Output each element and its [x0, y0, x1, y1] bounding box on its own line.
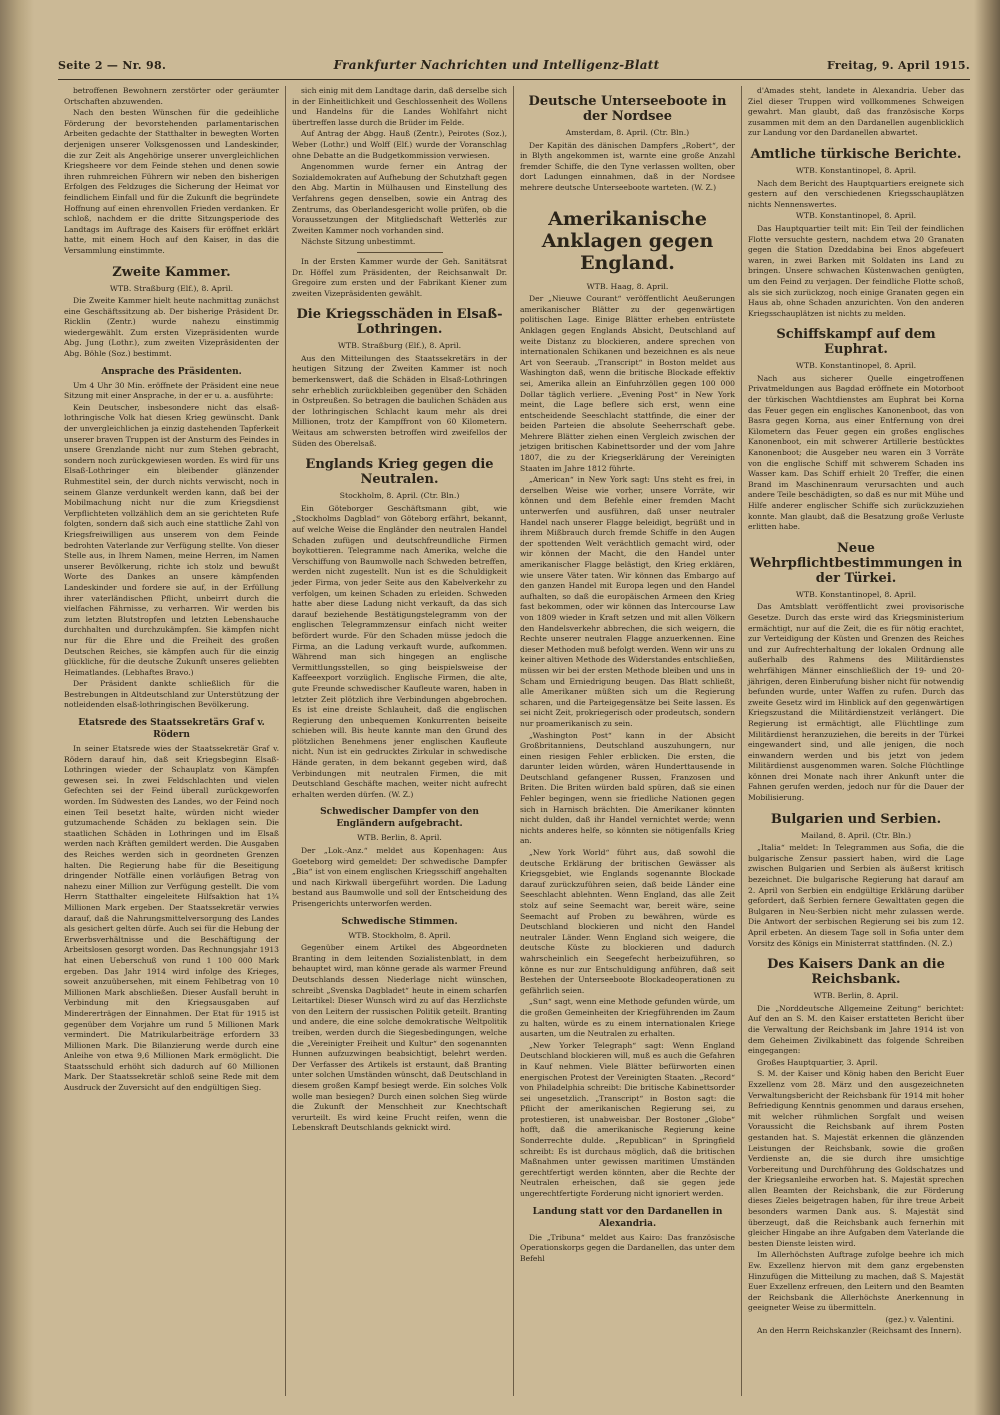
- column-2: [286, 86, 514, 1396]
- paragraph: „Sun“ sagt, wenn eine Methode gefunden würde, um die großen Gemeinheiten der Kriegführenden im Zaum zu halten, würde es zu einem internationalen Kriege ausarten, um die Neutralen zu erhalten.: [520, 997, 735, 1039]
- dateline: WTB. Stockholm, 8. April.: [348, 930, 451, 940]
- headline: Amtliche türkische Berichte.: [750, 146, 962, 162]
- subheadline: Ansprache des Präsidenten.: [101, 366, 242, 377]
- paragraph: An den Herrn Reichskanzler (Reichsamt des Innern).: [757, 1325, 962, 1335]
- paragraph: Aus den Mitteilungen des Staatssekretärs in der heutigen Sitzung der Zweiten Kammer ist noch bemerkenswert, daß die Schäden in Elsaß-Lothringen sehr erheblich zurückbleiben gegenüber den Schäden in Ostpreußen. So betragen die baulichen Schäden aus der lothringischen Schlacht kaum mehr als drei Millionen, trotz der Kampffront von 60 Kilometern. Weitaus am schwersten betroffen wird zweifellos der Süden des Oberelsaß.: [292, 353, 507, 448]
- column-4: [742, 86, 970, 1396]
- paragraph: Großes Hauptquartier, 3. April.: [757, 1057, 878, 1067]
- paragraph: Der „Lok.-Anz.“ meldet aus Kopenhagen: Aus Goeteborg wird gemeldet: Der schwedische Dampfer „Bia“ ist von einem englischen Kriegsschiff angehalten und nach Kirkwall übergeführt worden. Die Ladung bestand aus Baumwolle und soll der Entscheidung des Prisengerichts unterworfen werden.: [292, 846, 507, 908]
- column-3: [514, 86, 742, 1396]
- newspaper-title: Frankfurter Nachrichten und Intelligenz-Blatt: [333, 58, 660, 72]
- paragraph: Der Kapitän des dänischen Dampfers „Robert“, der in Blyth angekommen ist, warnte eine große Anzahl fremder Schiffe, die den Tyne verlassen wollten, ober dort Ladungen einnahmen, daß in der Nordsee mehrere deutsche Unterseeboote warteten. (W. Z.): [520, 140, 735, 192]
- paragraph: Auf Antrag der Abgg. Hauß (Zentr.), Peirotes (Soz.), Weber (Lothr.) und Wolff (Elf.) wurde der Voranschlag ohne Debatte an die Budgetkommission verwiesen.: [292, 129, 507, 160]
- dateline: WTB. Konstantinopel, 8. April.: [795, 211, 917, 221]
- dateline: WTB. Haag, 8. April.: [586, 281, 669, 291]
- page-number: Seite 2 — Nr. 98.: [58, 59, 167, 72]
- headline: Die Kriegsschäden in Elsaß-Lothringen.: [296, 307, 503, 338]
- paragraph: Nach dem Bericht des Hauptquartiers ereignete sich gestern auf den verschiedenen Kriegsschauplätzen nichts Nennenswertes.: [748, 178, 964, 209]
- paragraph: „American“ in New York sagt: Uns steht es frei, in derselben Weise wie vorher, unsere Vorräte, wir können und dem Befehle einer fremden Macht unterwerfen und ausführen, daß unser neutraler Handel nach unserer Flagge beleidigt, begrüßt und in ihrem Mißbrauch durch fremde Schiffe in den Augen der spottenden Welt verächtlich gemacht wird, oder wir können der Macht, die den Handel unter amerikanischer Flagge belästigt, den Krieg erklären, wie unsere Väter taten. Wir können das Embargo auf den ganzen Handel mit Europa legen und den Handel aufhalten, so daß die europäischen Armeen den Krieg fast bekommen, oder wir können das Intercourse Law von 1809 wieder in Kraft setzen und mit allen Völkern den Handelsverkehr abbrechen, die sich weigern, die Rechte unserer neutralen Flagge anzuerkennen. Eine dieser Methoden muß befolgt werden. Wenn wir uns zu keiner altiven Methode des Widerstandes entschließen, müssen wir bei der ersten Methode bleiben und uns in Scham und Erniedrigung beugen. Das Blatt schließt, alle Amerikaner müßten sich um die Regierung scharen, und die Parteigegensätze bei Seite lassen. Es sei nicht Zeit, prokriegerisch oder prodeutsch, sondern nur proamerikanisch zu sein.: [520, 475, 735, 728]
- paragraph: Kein Deutscher, insbesondere nicht das elsaß-lothringische Volk hat diesen Krieg gewünscht. Dank der unvergleichlichen ja einzig dastehenden Tapferkeit unserer braven Truppen ist der Ansturm des Feindes in unsere Grenzlande nicht nur zum Stehen gebracht, sondern noch zurückgewiesen worden. Es wird für uns Elsaß-Lothringer ein bleibender glänzender Ruhmestitel sein, der durch nichts verwischt, noch in seinem Glanze verdunkelt werden kann, daß bei der Mobilmachung nicht nur die zum Kriegsdienst Verpflichteten vollzählich dem an sie gerichteten Rufe folgten, sondern daß sich auch eine stattliche Zahl von Kriegsfreiwilligen aus unserem von dem Feinde bedrohten Vaterlande zur Verfügung stellte. Von dieser Stelle aus, in Ihrem Namen, meine Herren, im Namen unserer Bevölkerung, richte ich stolz und bewußt Worte des Dankes an unsere kämpfenden Landeskinder und fordere sie auf, in der Erfüllung ihrer vaterländischen Pflicht, unbeirrt durch die vielfachen Fährnisse, zu verharren. Wir werden bis zum letzten Blutstropfen und letzten Lebenshauche durchhalten und durchzukämpfen. Sie kämpfen nicht nur für die Ehre und die Freiheit des großen Deutschen Reiches, sie kämpfen auch für die einzig glückliche, für die deutsche Zukunft unseres geliebten Heimatlandes. (Lebhaftes Bravo.): [64, 402, 279, 677]
- headline: Bulgarien und Serbien.: [770, 811, 942, 827]
- dateline: WTB. Konstantinopel, 8. April.: [795, 165, 917, 175]
- paragraph: Die „Tribuna“ meldet aus Kairo: Das französische Operationskorps gegen die Dardanellen, das unter dem Befehl: [520, 1232, 735, 1263]
- subheadline: Etatsrede des Staatssekretärs Graf v. Rödern: [78, 718, 265, 741]
- divider: [357, 252, 443, 253]
- paragraph: Nächste Sitzung unbestimmt.: [301, 237, 416, 247]
- paragraph: Der „Nieuwe Courant“ veröffentlicht Aeußerungen amerikanischer Blätter zu der gegenwärtigen politischen Lage. Einige Blätter erheben entrüstete Anklagen gegen Englands Absicht, Deutschland auf weite Distanz zu blockieren, andere sprechen von internationalen Schikanen und bezeichnen es als neue Art von Seeraub. „Transcript“ in Boston meldet aus Washington daß, wenn die britische Blockade effektiv sei, Amerika allein an Einfuhrzöllen gegen 100 000 Dollar täglich verliere. „Evening Post“ in New York meint, die Lage beflere sich erst, wenn eine entscheidende Seeschlacht stattfinde, die einer der beiden Parteien die absolute Seeherrschaft gebe. Mehrere Blätter ziehen einen Vergleich zwischen der jetzigen britischen Kabinettsorder und der vom Jahre 1807, die zu der Kriegserklärung der Vereinigten Staaten im Jahre 1812 führte.: [520, 294, 735, 473]
- paragraph: Angenommen wurde ferner ein Antrag der Sozialdemokraten auf Aufhebung der Schutzhaft gegen den Abg. Martin in Mülhausen und Einstellung des Verfahrens gegen denselben, sowie ein Antrag des Zentrums, das Oberlandesgericht wolle prüfen, ob die Voraussetzungen der Mitgliedschaft Wetterlés zur Zweiten Kammer noch vorhanden sind.: [292, 162, 507, 235]
- masthead: [58, 58, 970, 80]
- paragraph: Die „Norddeutsche Allgemeine Zeitung“ berichtet: Auf den an S. M. den Kaiser erstatteten Bericht über die Verwaltung der Reichsbank im Jahre 1914 ist von dem Geheimen Zivilkabinett das folgende Schreiben eingegangen:: [748, 1003, 964, 1056]
- issue-date: Freitag, 9. April 1915.: [826, 59, 970, 72]
- paragraph: Nach den besten Wünschen für die gedeihliche Förderung der bevorstehenden parlamentarischen Arbeiten gedachte der Statthalter in bewegten Worten derjenigen unserer Volksgenossen und Landeskinder, die zur Zeit als Angehörige unserer unvergleichlichen Kriegsheere vor dem Feinde stehen und denen sowie ihren ruhmreichen Führern wir neben den bisherigen Erfolgen des Feldzuges die Sicherung der Heimat vor feindlichem Einfall und für die Zukunft die begründete Hoffnung auf einen ehrenvollen Frieden verdanken. Er schloß, nachdem er die dritte Sitzungsperiode des Landtags im Auftrage des Kaisers für eröffnet erklärt hatte, mit einem Hoch auf den Kaiser, in das die Versammlung einstimmte.: [64, 108, 279, 255]
- page-binding-edge: [0, 0, 34, 1415]
- subheadline: Schwedische Stimmen.: [341, 916, 458, 927]
- paragraph: betroffenen Bewohnern zerstörter oder geräumter Ortschaften abzuwenden.: [64, 86, 279, 106]
- newspaper-page: [58, 58, 970, 1403]
- paragraph: sich einig mit dem Landtage darin, daß derselbe sich in der Einheitlichkeit und Geschlossenheit des Wollens und Handelns für die Landes Wohlfahrt nicht übertreffen lasse durch die Brüder im Felde.: [292, 86, 507, 127]
- headline: Neue Wehrpflichtbestimmungen in der Türkei.: [749, 540, 963, 586]
- paragraph: Der Präsident dankte schließlich für die Bestrebungen in Altdeutschland zur Unterstützung der notleidenden elsaß-lothringischen Bevölkerung.: [64, 679, 279, 710]
- headline: Des Kaisers Dank an die Reichsbank.: [767, 957, 945, 988]
- paragraph: Das Amtsblatt veröffentlicht zwei provisorische Gesetze. Durch das erste wird das Kriegsministerium ermächtigt, nur auf die Zeit, die es für nötig erachtet, zur Verteidigung der Küsten und Grenzen des Reiches und zur Aufrechterhaltung der lokalen Ordnung alle außerhalb des Rahmens des Militärdienstes wehrfähigen Männer einschließlich der 19- und 20-jährigen, deren Einberufung bisher nicht für notwendig befunden wurde, unter Waffen zu rufen. Durch das zweite Gesetz wird im Hinblick auf den gegenwärtigen Kriegszustand die Militärdienstzeit verlängert. Die Regierung ist ermächtigt, alle Flüchtlinge zum Militärdienst heranzuziehen, die bereits in der Türkei eingewandert sind, und alle jenigen, die noch einwandern werden und bis jetzt von jedem Militärdienst ausgenommen waren. Solche Flüchtlinge können drei Monate nach ihrer Ankunft unter die Fahnen gerufen werden, jedoch nur für die Dauer der Mobilisierung.: [748, 602, 964, 803]
- dateline: WTB. Berlin, 8. April.: [813, 991, 899, 1001]
- paragraph: „Washington Post“ kann in der Absicht Großbritanniens, Deutschland auszuhungern, nur einen riesigen Fehler erblicken. Die ersten, die darunter leiden würden, wären Hunderttausende in Deutschland gefangener Russen, Franzosen und Briten. Die Briten würden bald spüren, daß sie einen Fehler begingen, wenn sie friedliche Nationen gegen sich in Harnisch brächten. Die Amerikaner könnten nicht dulden, daß ihr Handel vernichtet werde; wenn nichts anderes helfe, so könnten sie nötigenfalls Krieg an.: [520, 730, 735, 846]
- page-right-edge: [974, 0, 1000, 1415]
- dateline: Amsterdam, 8. April. (Ctr. Bln.): [565, 128, 690, 137]
- paragraph: Gegenüber einem Artikel des Abgeordneten Branting in dem leitenden Sozialistenblatt, in dem behauptet wird, man könne gerade als warmer Freund Deutschlands dessen Niederlage nicht wünschen, schreibt „Svenska Dagbladet“ heute in einem scharfen Leitartikel: Dieser Wunsch wird zu auf das Herzlichste von den Leitern der russischen Politik geteilt. Branting und andere, die eine solche demokratische Weltpolitik treiben, werden durch die Siegesbedingungen, welche die „Vereinigter Freiheit und Kultur“ den sogenannten Hunnen aufzuzwingen beabsichtigt, belehrt werden. Der Verfasser des Artikels ist erstaunt, daß Branting unter solchen Umständen wünscht, daß Deutschland in diesem großen Kampf besiegt werde. Ein solches Volk wolle man besiegen? Durch einen solchen Sieg würde die Zukunft der Menschheit zur Knechtschaft verurteilt. Es wird keine Frucht reifen, wenn die Lebenskraft Deutschlands geknickt wird.: [292, 943, 507, 1133]
- paragraph: „New York World“ führt aus, daß sowohl die deutsche Erklärung der britischen Gewässer als Kriegsgebiet, wie Englands sogenannte Blockade darauf zurückzuführen seien, daß beide Länder eine Seeschlacht ablehnten. Wenn England, das alle Zeit stolz auf seine Seemacht war, bereit wäre, seine Seemacht auf Proben zu bewähren, würde es Deutschland blockieren und nicht den Handel neutraler Länder. Wenn England sich weigere, die deutsche Küste zu blockieren und dadurch wahrscheinlich ein Seegefecht herbeizuführen, so könne es nur zur Entschuldigung anführen, daß seit Bestehen der Unterseeboote Blockadeoperationen zu gefährlich seien.: [520, 848, 735, 995]
- subheadline: Landung statt vor den Dardanellen in Alexandria.: [532, 1206, 723, 1229]
- paragraph: Das Hauptquartier teilt mit: Ein Teil der feindlichen Flotte versuchte gestern, nachdem etwa 20 Granaten gegen die Station Dzeddabina bei Enos abgefeuert waren, in zwei Barken mit Soldaten ins Land zu bringen. Unsere schwachen Küstenwachen genügten, um den Feind zu verjagen. Der feindliche Flotte schoß, als sie sich zurückzog, noch einige Granaten gegen ein Haus ab, ohne Schaden anzurichten. Von den anderen Kriegsschauplätzen ist nichts zu melden.: [748, 223, 964, 318]
- paragraph: Ein Göteborger Geschäftsmann gibt, wie „Stockholms Dagblad“ von Göteborg erfährt, bekannt, auf welche Weise die Engländer den neutralen Handel Schaden zufügen und deutschfreundliche Firmen boykottieren. Telegramme nach Amerika, welche die Verschiffung von Baumwolle nach Schweden betreffen, werden nicht zugestellt. Nun ist es die Schuldigkeit jeder Firma, von jeder Seite aus den Kabelverkehr zu verfolgen, um keinen Schaden zu erleiden. Schweden hatte aber diese Ladung nicht verkauft, da das sich darauf beziehende Bestätigungstelegramm von der englischen Telegrammzensur einfach nicht weiter befördert wurde. Für den Schaden müsse jedoch die Firma, an die Ladung verkauft wurde, aufkommen. Während man sich hingegen an englische Vermittlungsstellen, so ging beispielsweise der Kaffeeexport vorzüglich. Englische Firmen, die alte, gute Freunde schwedischer Kaufleute waren, haben in letzter Zeit plötzlich ihre Verbindungen abgebrochen. Es ist eine dreiste Schlauheit, daß die englischen Regierung den unbequemen Konkurrenten beiseite schieben will. Bis heute kannte man den Grund des plötzlichen Benehmens jener englischen Kaufleute nicht. Nun ist ein gedrucktes Zirkular in schwedische Hände geraten, in dem bekannt gegeben wird, daß Verbindungen mit neutralen Firmen, die mit Deutschland Geschäfte machen, weiter nicht aufrecht erhalten werden dürfen. (W. Z.): [292, 503, 507, 799]
- dateline: WTB. Straßburg (Elf.), 8. April.: [109, 283, 234, 293]
- dateline: WTB. Berlin, 8. April.: [357, 833, 442, 843]
- paragraph: Im Allerhöchsten Auftrage zufolge beehre ich mich Ew. Exzellenz hiervon mit dem ganz ergebensten Hinzufügen die Mitteilung zu machen, daß S. Majestät Euer Exzellenz erfreuen, den Leitern und den Beamten der Reichsbank die Allerhöchste Anerkennung in geeigneter Weise zu übermitteln.: [748, 1250, 964, 1313]
- subheadline: Schwedischer Dampfer von den Engländern aufgebracht.: [320, 807, 479, 830]
- paragraph: Nach aus sicherer Quelle eingetroffenen Privatmeldungen aus Bagdad eröffnete ein Motorboot der türkischen Wachtdienstes am Euphrat bei Korna das Feuer gegen ein englisches Kanonenboot, das von Basra gegen Korna, aus einer Entfernung von drei Kilometern das Feuer gegen ein großes englisches Kanonenboot, ein mit schwerer Artillerie bestücktes Kanonenboot; die Ausgeber neu waren ein 3 Vorräte von die englische Schiff mit schwerem Schaden ins Wasser kam. Das Schiff erhielt 20 Treffer, die einen Brand im Maschinenraum verursachten und auch andere Teile beschädigten, so daß es nur mit Mühe und Hilfe anderer englischer Schiffe sich zurückzuziehen konnte. Man glaubt, daß die Besatzung große Verluste erlitten habe.: [748, 373, 964, 532]
- paragraph: Die Zweite Kammer hielt heute nachmittag zunächst eine Geschäftssitzung ab. Der bisherige Präsident Dr. Ricklin (Zentr.) wurde nahezu einstimmig wiedergewählt. Zum ersten Vizepräsidenten wurde Abg. Jung (Lothr.), zum zweiten Vizepräsidenten der Abg. Böhle (Soz.) bestimmt.: [64, 296, 279, 359]
- paragraph: d'Amades steht, landete in Alexandria. Ueber das Ziel dieser Truppen wird vollkommenes Schweigen gewahrt. Man glaubt, daß das französische Korps zusammen mit dem an den Dardanellen augenblicklich zur Landung vor den Dardanellen abwartet.: [748, 86, 964, 138]
- paragraph: S. M. der Kaiser und König haben den Bericht Euer Exzellenz vom 28. März und den ausgezeichneten Verwaltungsbericht der Reichsbank für 1914 mit hoher Befriedigung Kenntnis genommen und daraus ersehen, mit welcher rühmlichen Sorgfalt und weisen Voraussicht die Reichsbank auf ihrem Posten gestanden hat. S. Majestät erkennen die glänzenden Leistungen der Reichsbank, sowie die großen Verdienste an, die sie durch ihre umsichtige Vorbereitung und Durchführung des Goldschatzes und der Kriegsanleihe erworben hat. S. Majestät sprechen allen Beamten der Reichsbank, die zur Förderung dieses Zieles beigetragen haben, für ihre treue Arbeit besonders warmen Dank aus. S. Majestät sind überzeugt, daß die Reichsbank auch fernerhin mit gleicher Hingabe an ihre Aufgaben dem Vaterlande die besten Dienste leisten wird.: [748, 1069, 964, 1248]
- paragraph: „Italia“ meldet: In Telegrammen aus Sofia, die die bulgarische Zensur passiert haben, wird die Lage zwischen Bulgarien und Serbien als äußerst kritisch bezeichnet. Die bulgarische Regierung hat darauf am 2. April von Serbien ein endgültige Erklärung darüber gefordert, daß Serbien fernere Gewalttaten gegen die Bulgaren in Neu-Serbien nicht mehr zulassen werde. Die Antwort der serbischen Regierung sei bis zum 12. April erbeten. An diesem Tage soll in Sofia unter dem Vorsitz des Königs ein Ministerrat stattfinden. (N. Z.): [748, 843, 964, 948]
- signature: (gez.) v. Valentini.: [885, 1315, 954, 1324]
- headline: Zweite Kammer.: [112, 264, 231, 280]
- article-columns: [58, 86, 970, 1396]
- lead-headline: Amerikanische Anklagen gegen England.: [541, 207, 714, 274]
- paragraph: In seiner Etatsrede wies der Staatssekretär Graf v. Rödern darauf hin, daß seit Kriegsbeginn Elsaß-Lothringen wieder der Schauplatz von Kämpfen gewesen sei. In zwei Feldschlachten und vielen Gefechten sei der Feind überall zurückgeworfen worden. Im Südwesten des Landes, wo der Feind noch einen Teil besetzt halte, würden nicht wieder gutzumachende Schäden zu beklagen sein. Die staatlichen Schäden in Lothringen und im Elsaß werden nach Kräften gemildert werden. Die Ausgaben des Reiches werden sich in geordneten Grenzen halten. Die Regierung habe für die Beseitigung dringender Notfälle einen vorläufigen Betrag von nahezu einer Million zur Verfügung gestellt. Die vom Herrn Statthalter eingeleitete Hilfsaktion hat 1¾ Millionen Mark ergeben. Der Staatssekretär verwies darauf, daß die Nahrungsmittelversorgung des Landes als gesichert gelten dürfe. Auch sei für die Hebung der Erwerbsverhältnisse und die Beschäftigung der Arbeitslosen gesorgt worden. Das Rechnungsjahr 1913 hat einen Ueberschuß von rund 1 100 000 Mark ergeben. Das Jahr 1914 wird infolge des Krieges, soweit anzuübersehen, mit einem Fehlbetrag von 10 Millionen Mark abschließen. Dieser Ausfall beruht in Verbindung mit den Kriegsausgaben auf Mindererträgen der Einnahmen. Der Etat für 1915 ist gegenüber dem Vorjahre um rund 5 Millionen Mark vermindert. Die Matrikularbeiträge erfordern 33 Millionen Mark. Die Bilanzierung werde durch eine Anleihe von etwa 9,6 Millionen Mark ermöglicht. Die Staatsschuld erhöht sich dadurch auf 60 Millionen Mark. Der Staatssekretär schloß seine Rede mit dem Ausdruck der Zuversicht auf den endgültigen Sieg.: [64, 744, 279, 1093]
- dateline: Stockholm, 8. April. (Ctr. Bln.): [339, 491, 460, 501]
- headline: Englands Krieg gegen die Neutralen.: [305, 457, 494, 488]
- paragraph: In der Ersten Kammer wurde der Geh. Sanitätsrat Dr. Höffel zum Präsidenten, der Reichsanwalt Dr. Gregoire zum ersten und der Fabrikant Kiener zum zweiten Vizepräsidenten gewählt.: [292, 256, 507, 298]
- dateline: WTB. Straßburg (Elf.), 8. April.: [337, 341, 462, 351]
- paragraph: Um 4 Uhr 30 Min. eröffnete der Präsident eine neue Sitzung mit einer Ansprache, in der er u. a. ausführte:: [64, 380, 279, 401]
- dateline: Mailand, 8. April. (Ctr. Bln.): [800, 830, 912, 840]
- dateline: WTB. Konstantinopel, 8. April.: [795, 361, 917, 371]
- paragraph: „New Yorker Telegraph“ sagt: Wenn England Deutschland blockieren will, muß es auch die Gefahren in Kauf nehmen. Viele Blätter befürworten einen energischen Protest der Vereinigten Staaten. „Record“ von Philadelphia schreibt: Die britische Kabinettsorder sei ungesetzlich. „Transcript“ in Boston sagt: die Pflicht der amerikanischen Regierung sei, zu protestieren, ist unabweisbar. Der Bostoner „Globe“ hofft, daß die amerikanische Regierung keine Sonderrechte dulde. „Republican“ in Springfield schreibt: Es ist durchaus möglich, daß die britischen Maßnahmen unter gewissen maritimen Umständen gerechtfertigt werden könnten, aber die Rechte der Neutralen erheischen, daß sie gegen jede ungerechtfertigte Forderung nicht ignoriert werden.: [520, 1040, 735, 1199]
- dateline: WTB. Konstantinopel, 8. April.: [795, 589, 917, 599]
- headline: Schiffskampf auf dem Euphrat.: [776, 327, 936, 358]
- headline: Deutsche Unterseeboote in der Nordsee: [528, 94, 727, 124]
- column-1: [58, 86, 286, 1396]
